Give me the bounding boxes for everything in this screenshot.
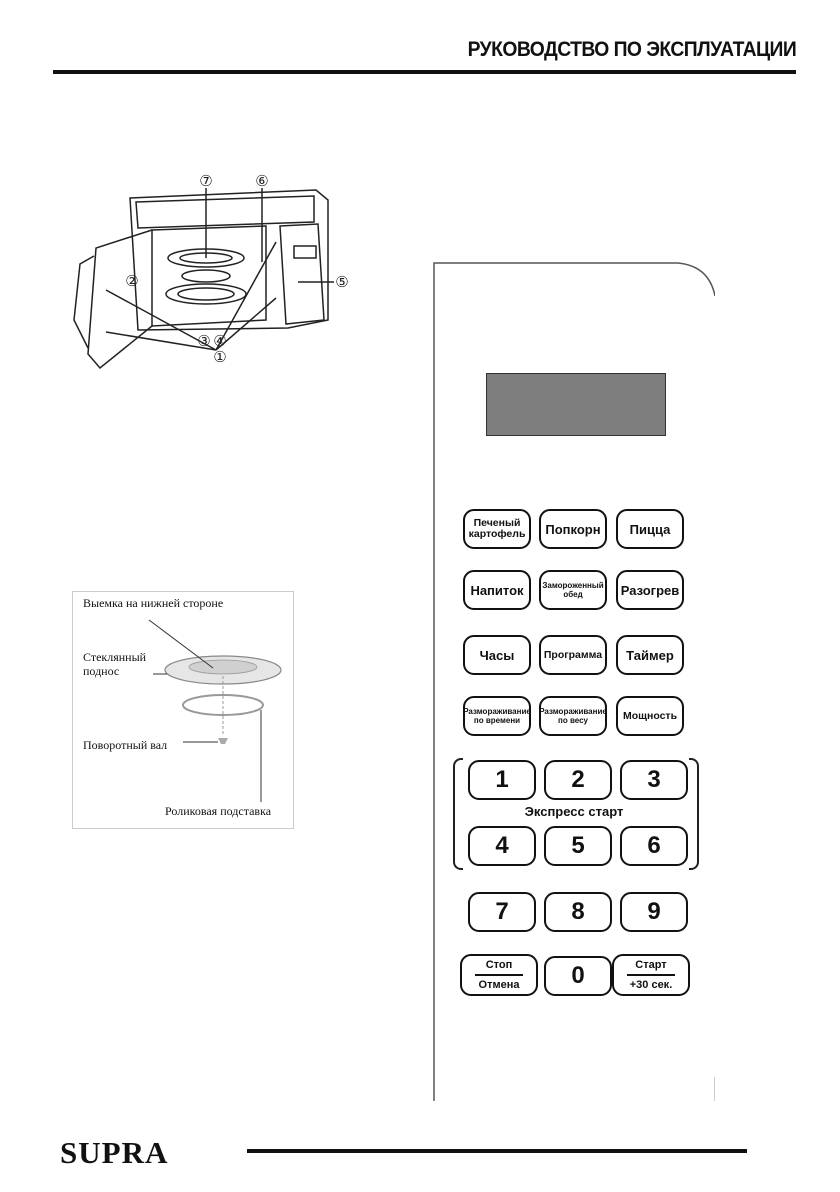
stop-label: Стоп [485,959,513,972]
timer-button[interactable]: Таймер [616,635,684,675]
number-button-2[interactable]: 2 [544,760,612,800]
program-button[interactable]: Программа [539,635,607,675]
number-button-3[interactable]: 3 [620,760,688,800]
pizza-button[interactable]: Пицца [616,509,684,549]
header-divider [53,70,796,74]
page-header-title: РУКОВОДСТВО ПО ЭКСПЛУАТАЦИИ [467,38,796,61]
number-button-1[interactable]: 1 [468,760,536,800]
beverage-button[interactable]: Напиток [463,570,531,610]
express-start-label: Экспресс старт [524,804,624,819]
footer-divider [247,1149,747,1153]
defrost-time-button[interactable]: Размораживание по времени [463,696,531,736]
brand-logo: SUPRA [60,1135,169,1170]
number-button-8[interactable]: 8 [544,892,612,932]
oven-callout-2: ② [125,272,139,290]
oven-callout-6: ⑥ [255,172,269,190]
baked-potato-button[interactable]: Печеный картофель [463,509,531,549]
popcorn-button[interactable]: Попкорн [539,509,607,549]
oven-callout-7: ⑦ [199,172,213,190]
display-screen [486,373,666,436]
frozen-dinner-button[interactable]: Замороженный обед [539,570,607,610]
number-button-4[interactable]: 4 [468,826,536,866]
number-button-0[interactable]: 0 [544,956,612,996]
power-button[interactable]: Мощность [616,696,684,736]
stop-cancel-button[interactable] [460,954,538,996]
control-panel [433,262,715,1102]
start-divider [627,974,675,976]
turntable-drawing [73,592,293,828]
reheat-button[interactable]: Разогрев [616,570,684,610]
cancel-label: Отмена [478,978,520,991]
label-notch: Выемка на нижней стороне [83,596,224,610]
oven-callout-4: ④ [213,332,227,350]
number-button-6[interactable]: 6 [620,826,688,866]
oven-callout-3: ③ [197,332,211,350]
defrost-weight-button[interactable]: Размораживание по весу [539,696,607,736]
oven-callout-5: ⑤ [335,273,349,291]
label-shaft: Поворотный вал [83,738,168,752]
number-button-5[interactable]: 5 [544,826,612,866]
clock-button[interactable]: Часы [463,635,531,675]
number-button-7[interactable]: 7 [468,892,536,932]
number-button-9[interactable]: 9 [620,892,688,932]
stop-divider [475,974,523,976]
start-label: Старт [635,959,667,972]
label-glass-tray: Стеклянный поднос [83,650,147,678]
turntable-diagram [72,591,294,829]
oven-diagram [66,170,356,375]
oven-callout-1: ① [213,348,227,366]
label-roller: Роликовая подставка [165,804,272,818]
start-plus30-label: +30 сек. [629,978,673,991]
start-button[interactable] [612,954,690,996]
